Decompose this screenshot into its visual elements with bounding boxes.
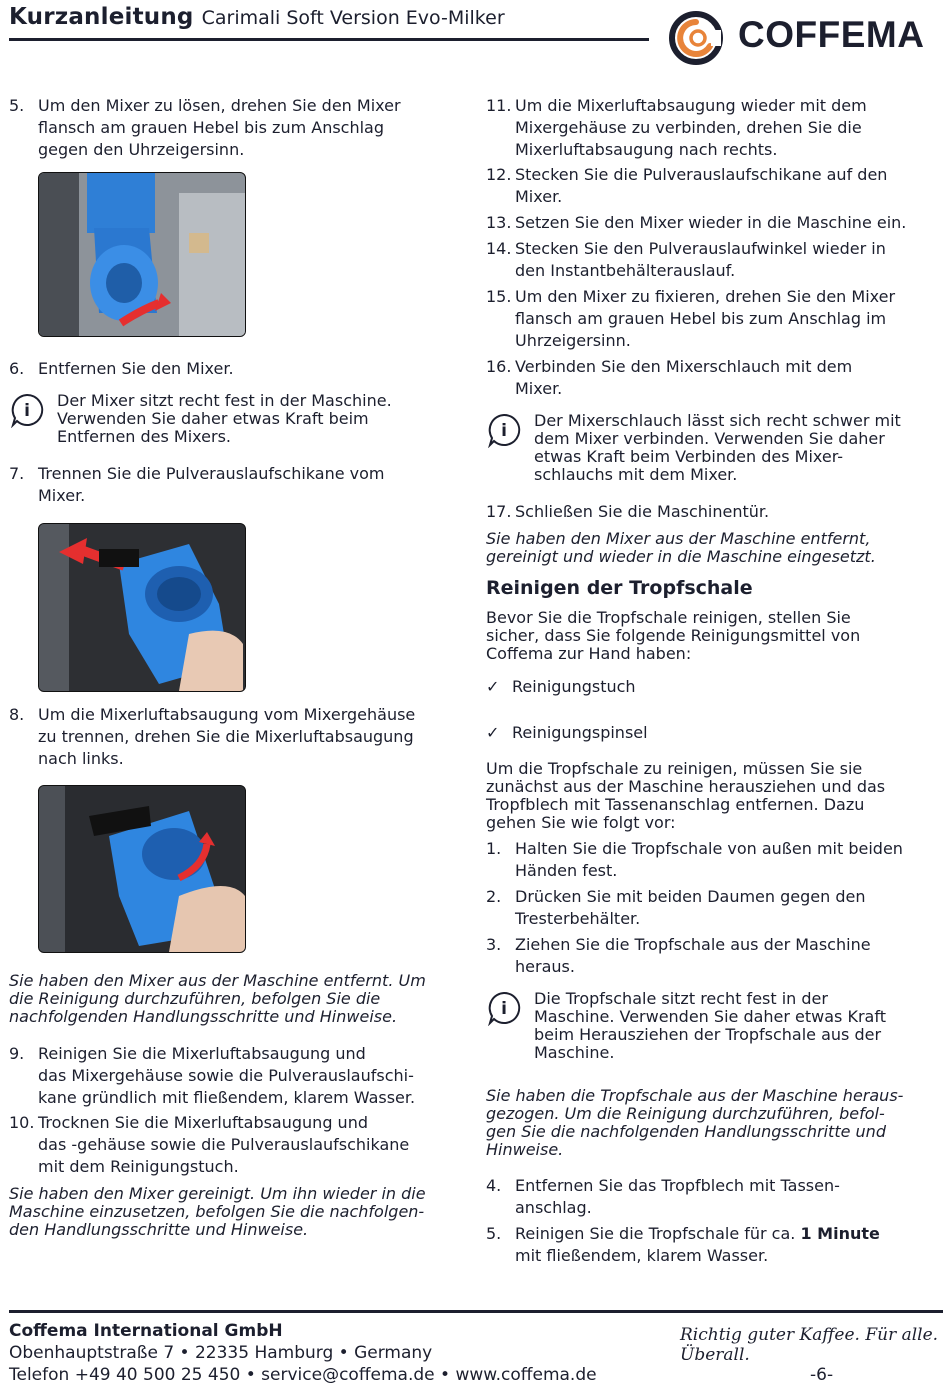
coffema-logo: [668, 8, 948, 68]
svg-text:i: i: [24, 401, 30, 421]
tray-step-4: 4. Entfernen Sie das Tropfblech mit Tassen- anschlag.: [486, 1176, 840, 1217]
checklist-item: ✓ Reinigungstuch: [486, 677, 636, 696]
page-number: -6-: [810, 1365, 834, 1385]
result-text-4: Sie haben die Tropfschale aus der Maschine heraus- gezogen. Um die Reinigung durchzuführen, befol- gen Sie die nachfolgenden Handlungsschritte und Hinweise.: [486, 1086, 904, 1159]
document-title: Kurzanleitung: [9, 4, 194, 30]
step-5: 5. Um den Mixer zu lösen, drehen Sie den Mixer flansch am grauen Hebel bis zum Anschlag gegen den Uhrzeigersinn.: [9, 96, 401, 159]
info-note-3: i Die Tropfschale sitzt recht fest in der Maschine. Verwenden Sie daher etwas Kraft beim Herausziehen der Tropfschale aus der Maschine.: [486, 990, 946, 1062]
result-text-2: Sie haben den Mixer gereinigt. Um ihn wieder in die Maschine einzusetzen, befolgen Sie die nachfolgen- den Handlungsschritte und Hinweise.: [9, 1184, 426, 1239]
slogan: Richtig guter Kaffee. Für alle. Überall.: [680, 1325, 939, 1365]
svg-text:i: i: [501, 421, 507, 441]
step-15: 15. Um den Mixer zu fixieren, drehen Sie den Mixer flansch am grauen Hebel bis zum Anschlag im Uhrzeigersinn.: [486, 287, 896, 350]
svg-text:i: i: [501, 999, 507, 1019]
step-10: 10. Trocknen Sie die Mixerluftabsaugung und das -gehäuse sowie die Pulverauslaufschikane mit dem Reinigungstuch.: [9, 1113, 410, 1176]
info-icon: [486, 412, 534, 452]
footer-divider: [9, 1310, 943, 1313]
info-icon: [486, 990, 534, 1030]
tray-step-5: 5. Reinigen Sie die Tropfschale für ca. 1 Minute mit fließendem, klarem Wasser.: [486, 1224, 880, 1265]
step-12: 12. Stecken Sie die Pulverauslaufschikane auf den Mixer.: [486, 165, 888, 206]
tray-step-2: 2. Drücken Sie mit beiden Daumen gegen den Tresterbehälter.: [486, 887, 866, 928]
info-note-1: i Der Mixer sitzt recht fest in der Maschine. Verwenden Sie daher etwas Kraft beim Entfernen des Mixers.: [9, 392, 469, 446]
step-14: 14. Stecken Sie den Pulverauslaufwinkel wieder in den Instantbehälterauslauf.: [486, 239, 886, 280]
paragraph-2: Um die Tropfschale zu reinigen, müssen Sie sie zunächst aus der Maschine herausziehen und das Tropfblech mit Tassenanschlag entfernen. Dazu gehen Sie wie folgt vor:: [486, 759, 886, 832]
photo-mixer-flange: [38, 172, 246, 337]
info-note-2: i Der Mixerschlauch lässt sich recht schwer mit dem Mixer verbinden. Verwenden Sie daher etwas Kraft beim Verbinden des Mixer- schlauchs mit dem Mixer.: [486, 412, 946, 484]
footer-address: [9, 1320, 649, 1386]
step-9: 9. Reinigen Sie die Mixerluftabsaugung und das Mixergehäuse sowie die Pulverauslaufschi- kane gründlich mit fließendem, klarem Wasser.: [9, 1044, 416, 1107]
header-divider: [9, 38, 649, 41]
header-title: [9, 4, 505, 30]
photo-mixer-air-suction: [38, 785, 246, 953]
step-7: 7. Trennen Sie die Pulverauslaufschikane vom Mixer.: [9, 464, 385, 505]
tray-step-3: 3. Ziehen Sie die Tropfschale aus der Maschine heraus.: [486, 935, 871, 976]
paragraph-1: Bevor Sie die Tropfschale reinigen, stellen Sie sicher, dass Sie folgende Reinigungsmittel von Coffema zur Hand haben:: [486, 608, 861, 663]
coffema-logo-icon: [668, 8, 728, 68]
logo-wordmark: COFFEMA: [738, 14, 925, 55]
document-subtitle: Carimali Soft Version Evo-Milker: [201, 7, 505, 29]
photo-powder-baffle: [38, 523, 246, 692]
result-text-1: Sie haben den Mixer aus der Maschine entfernt. Um die Reinigung durchzuführen, befolgen Sie die nachfolgenden Handlungsschritte und Hinweise.: [9, 971, 426, 1026]
street-address: Obenhauptstraße 7 • 22335 Hamburg • Germany: [9, 1343, 433, 1363]
contact-line: Telefon +49 40 500 25 450 • service@coffema.de • www.coffema.de: [9, 1365, 597, 1385]
checkmark-icon: ✓: [486, 677, 500, 696]
checklist-item: ✓ Reinigungspinsel: [486, 723, 648, 742]
step-17: 17. Schließen Sie die Maschinentür.: [486, 502, 770, 521]
section-heading: Reinigen der Tropfschale: [486, 577, 753, 599]
tray-step-1: 1. Halten Sie die Tropfschale von außen mit beiden Händen fest.: [486, 839, 903, 880]
step-11: 11. Um die Mixerluftabsaugung wieder mit dem Mixergehäuse zu verbinden, drehen Sie die Mixerluftabsaugung nach rechts.: [486, 96, 867, 159]
result-text-3: Sie haben den Mixer aus der Maschine entfernt, gereinigt und wieder in die Maschine eingesetzt.: [486, 529, 876, 566]
company-name: Coffema International GmbH: [9, 1321, 283, 1341]
step-16: 16. Verbinden Sie den Mixerschlauch mit dem Mixer.: [486, 357, 853, 398]
step-6: 6. Entfernen Sie den Mixer.: [9, 359, 234, 378]
checkmark-icon: ✓: [486, 723, 500, 742]
step-13: 13. Setzen Sie den Mixer wieder in die Maschine ein.: [486, 213, 907, 232]
info-icon: [9, 392, 57, 432]
step-8: 8. Um die Mixerluftabsaugung vom Mixergehäuse zu trennen, drehen Sie die Mixerluftabsaugung nach links.: [9, 705, 416, 768]
